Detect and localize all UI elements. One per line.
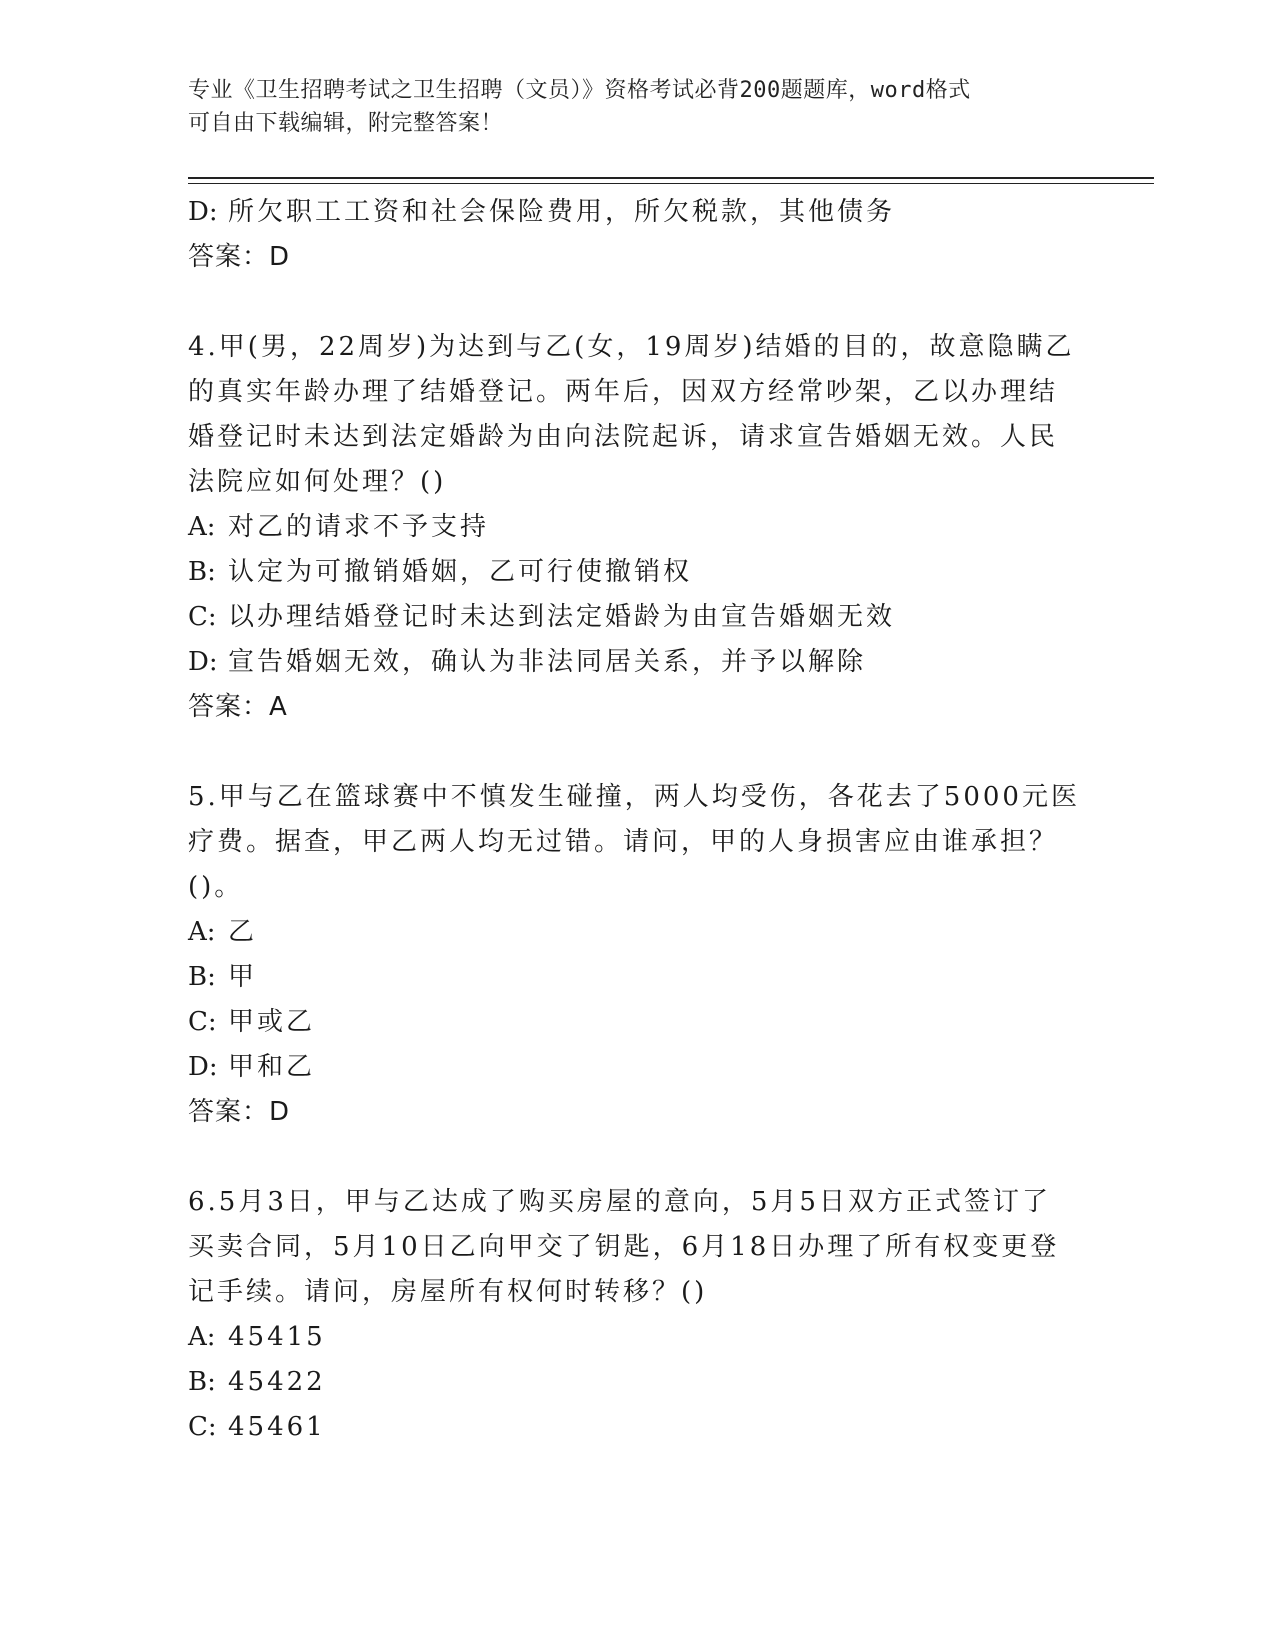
option-text: 乙 (228, 917, 258, 947)
option-b (188, 1360, 1068, 1405)
option-text: 以办理结婚登记时未达到法定婚龄为由宣告婚姻无效 (228, 602, 896, 632)
option-c (188, 1405, 1068, 1450)
option-letter: C: (188, 1007, 217, 1037)
question-4 (188, 325, 1075, 730)
option-text: 45461 (228, 1412, 326, 1442)
stem-line: 法院应如何处理？() (188, 467, 447, 497)
stem-line: 买卖合同，5月10日乙向甲交了钥匙，6月18日办理了所有权变更登 (188, 1232, 1060, 1262)
option-a (188, 1315, 1068, 1360)
option-letter: A: (188, 917, 216, 947)
option-letter: D: (188, 197, 218, 227)
option-text: 宣告婚姻无效，确认为非法同居关系，并予以解除 (228, 647, 867, 677)
continued-question (188, 190, 1068, 280)
document-header (188, 74, 1068, 140)
option-text: 所欠职工工资和社会保险费用，所欠税款，其他债务 (228, 197, 896, 227)
answer-line: 答案：D (188, 1097, 291, 1127)
option-letter: A: (188, 1322, 216, 1352)
option-letter: D: (188, 1052, 218, 1082)
option-letter: A: (188, 512, 216, 542)
option-text: 甲或乙 (228, 1007, 316, 1037)
option-c (188, 1000, 1068, 1045)
option-a (188, 910, 1068, 955)
option-b (188, 955, 1068, 1000)
stem-line: ()。 (188, 872, 244, 902)
stem-line: 4.甲(男，22周岁)为达到与乙(女，19周岁)结婚的目的，故意隐瞒乙 (188, 332, 1075, 362)
stem-line: 的真实年龄办理了结婚登记。两年后，因双方经常吵架，乙以办理结 (188, 377, 1059, 407)
stem-line: 记手续。请问，房屋所有权何时转移？() (188, 1277, 708, 1307)
question-stem (188, 775, 1080, 910)
option-text: 认定为可撤销婚姻，乙可行使撤销权 (228, 557, 693, 587)
stem-line: 疗费。据查，甲乙两人均无过错。请问，甲的人身损害应由谁承担？ (188, 827, 1059, 857)
stem-line: 5.甲与乙在篮球赛中不慎发生碰撞，两人均受伤，各花去了5000元医 (188, 782, 1080, 812)
option-letter: B: (188, 557, 216, 587)
option-letter: C: (188, 1412, 217, 1442)
option-d (188, 1045, 1068, 1090)
stem-line: 婚登记时未达到法定婚龄为由向法院起诉，请求宣告婚姻无效。人民 (188, 422, 1059, 452)
answer-line: 答案：D (188, 242, 291, 272)
document-body (188, 190, 1080, 1450)
option-text: 甲 (228, 962, 258, 992)
option-text: 对乙的请求不予支持 (228, 512, 490, 542)
header-line-1: 专业《卫生招聘考试之卫生招聘（文员）》资格考试必背200题题库，word格式 (188, 78, 971, 103)
option-text: 45422 (228, 1367, 326, 1397)
option-d (188, 640, 1068, 685)
question-stem (188, 1180, 1068, 1315)
option-c (188, 595, 1068, 640)
question-5 (188, 775, 1080, 1135)
option-letter: B: (188, 962, 216, 992)
question-6 (188, 1180, 1068, 1450)
option-letter: D: (188, 647, 218, 677)
option-text: 45415 (228, 1322, 326, 1352)
option-letter: C: (188, 602, 217, 632)
stem-line: 6.5月3日，甲与乙达成了购买房屋的意向，5月5日双方正式签订了 (188, 1187, 1051, 1217)
answer-line: 答案：A (188, 692, 288, 722)
option-a (188, 505, 1068, 550)
option-letter: B: (188, 1367, 216, 1397)
option-d (188, 190, 1068, 235)
header-divider (188, 177, 1154, 184)
question-stem (188, 325, 1075, 505)
option-text: 甲和乙 (228, 1052, 316, 1082)
option-b (188, 550, 1068, 595)
header-line-2: 可自由下载编辑，附完整答案！ (188, 111, 504, 136)
